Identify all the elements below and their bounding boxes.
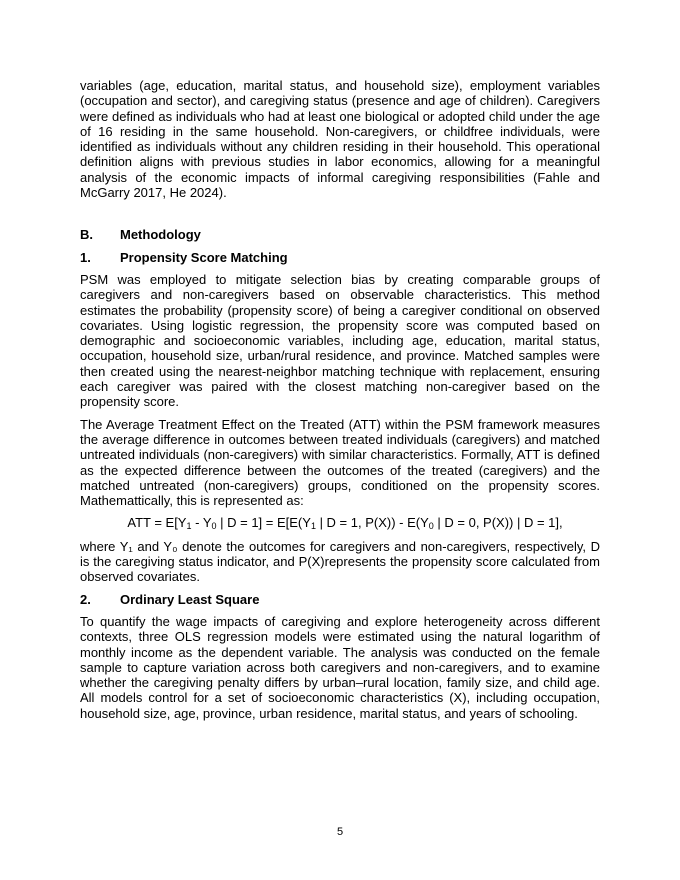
ols-paragraph: To quantify the wage impacts of caregiving and explore heterogeneity across different contexts, three OLS regression models were estimated using the natural logarithm of monthly income as the dependent variable. The analysis was conducted on the female sample to capture variation across both caregivers and non-caregivers, and to examine whether the caregiving penalty differs by urban–rural location, family size, and child age. All models control for a set of socioeconomic characteristics (X), including occupation, household size, age, province, urban residence, marital status, and years of schooling. [80, 613, 600, 721]
subsection-heading-psm [80, 250, 600, 265]
att-equation [80, 515, 600, 530]
psm-paragraph-3: where Y₁ and Y₀ denote the outcomes for caregivers and non-caregivers, respectively, D is the caregiving status indicator, and P(X)represents the propensity score calculated from observed covariates. [80, 538, 600, 585]
section-title: Methodology [120, 227, 201, 243]
eq-subscript: 1 [310, 521, 316, 532]
psm-paragraph-1: PSM was employed to mitigate selection bias by creating comparable groups of caregivers and non-caregivers based on observable characteristics. This method estimates the probability (propensity score) of being a caregiver conditional on observed covariates. Using logistic regression, the propensity score was computed based on demographic and socioeconomic variables, including age, education, marital status, occupation, household size, urban/rural residence, and province. Matched samples were then created using the nearest-neighbor matching technique with replacement, ensuring each caregiver was paired with the closest matching non-caregiver based on the propensity score. [80, 271, 600, 410]
eq-part: | D = 1] = E[E(Y [216, 515, 311, 531]
psm-paragraph-2: The Average Treatment Effect on the Treated (ATT) within the PSM framework measures the average difference in outcomes between treated individuals (caregivers) and matched untreated individuals (non-caregivers) with similar characteristics. Formally, ATT is defined as the expected difference between the outcomes of the treated (caregivers) and the matched untreated (non-caregivers) groups, conditioned on the propensity scores. Mathemattically, this is represented as: [80, 416, 600, 509]
eq-subscript: 0 [211, 521, 217, 532]
subsection-number: 2. [80, 591, 91, 607]
eq-part: ATT = E[Y [127, 515, 187, 531]
section-number: B. [80, 227, 93, 243]
subsection-heading-ols [80, 592, 600, 607]
section-gap [80, 207, 600, 227]
eq-part: | D = 1, P(X)) - E(Y [315, 515, 429, 531]
eq-part: | D = 0, P(X)) | D = 1], [433, 515, 563, 531]
eq-subscript: 1 [186, 521, 192, 532]
subsection-title: Ordinary Least Square [120, 591, 260, 607]
section-heading-methodology [80, 227, 600, 242]
subsection-number: 1. [80, 249, 91, 265]
eq-subscript: 0 [428, 521, 434, 532]
page-number: 5 [336, 826, 344, 838]
intro-paragraph: variables (age, education, marital status, and household size), employment variables (occupation and sector), and caregiving status (presence and age of children). Caregivers were defined as individuals who had at least one biological or adopted child under the age of 16 residing in the same household. Non-caregivers, or childfree individuals, were identified as individuals without any children residing in their household. This operational definition aligns with previous studies in labor economics, allowing for a meaningful analysis of the economic impacts of informal caregiving responsibilities (Fahle and McGarry 2017, He 2024). [80, 78, 600, 201]
page-body [80, 78, 600, 728]
subsection-title: Propensity Score Matching [120, 249, 288, 265]
eq-part: - Y [191, 515, 212, 531]
